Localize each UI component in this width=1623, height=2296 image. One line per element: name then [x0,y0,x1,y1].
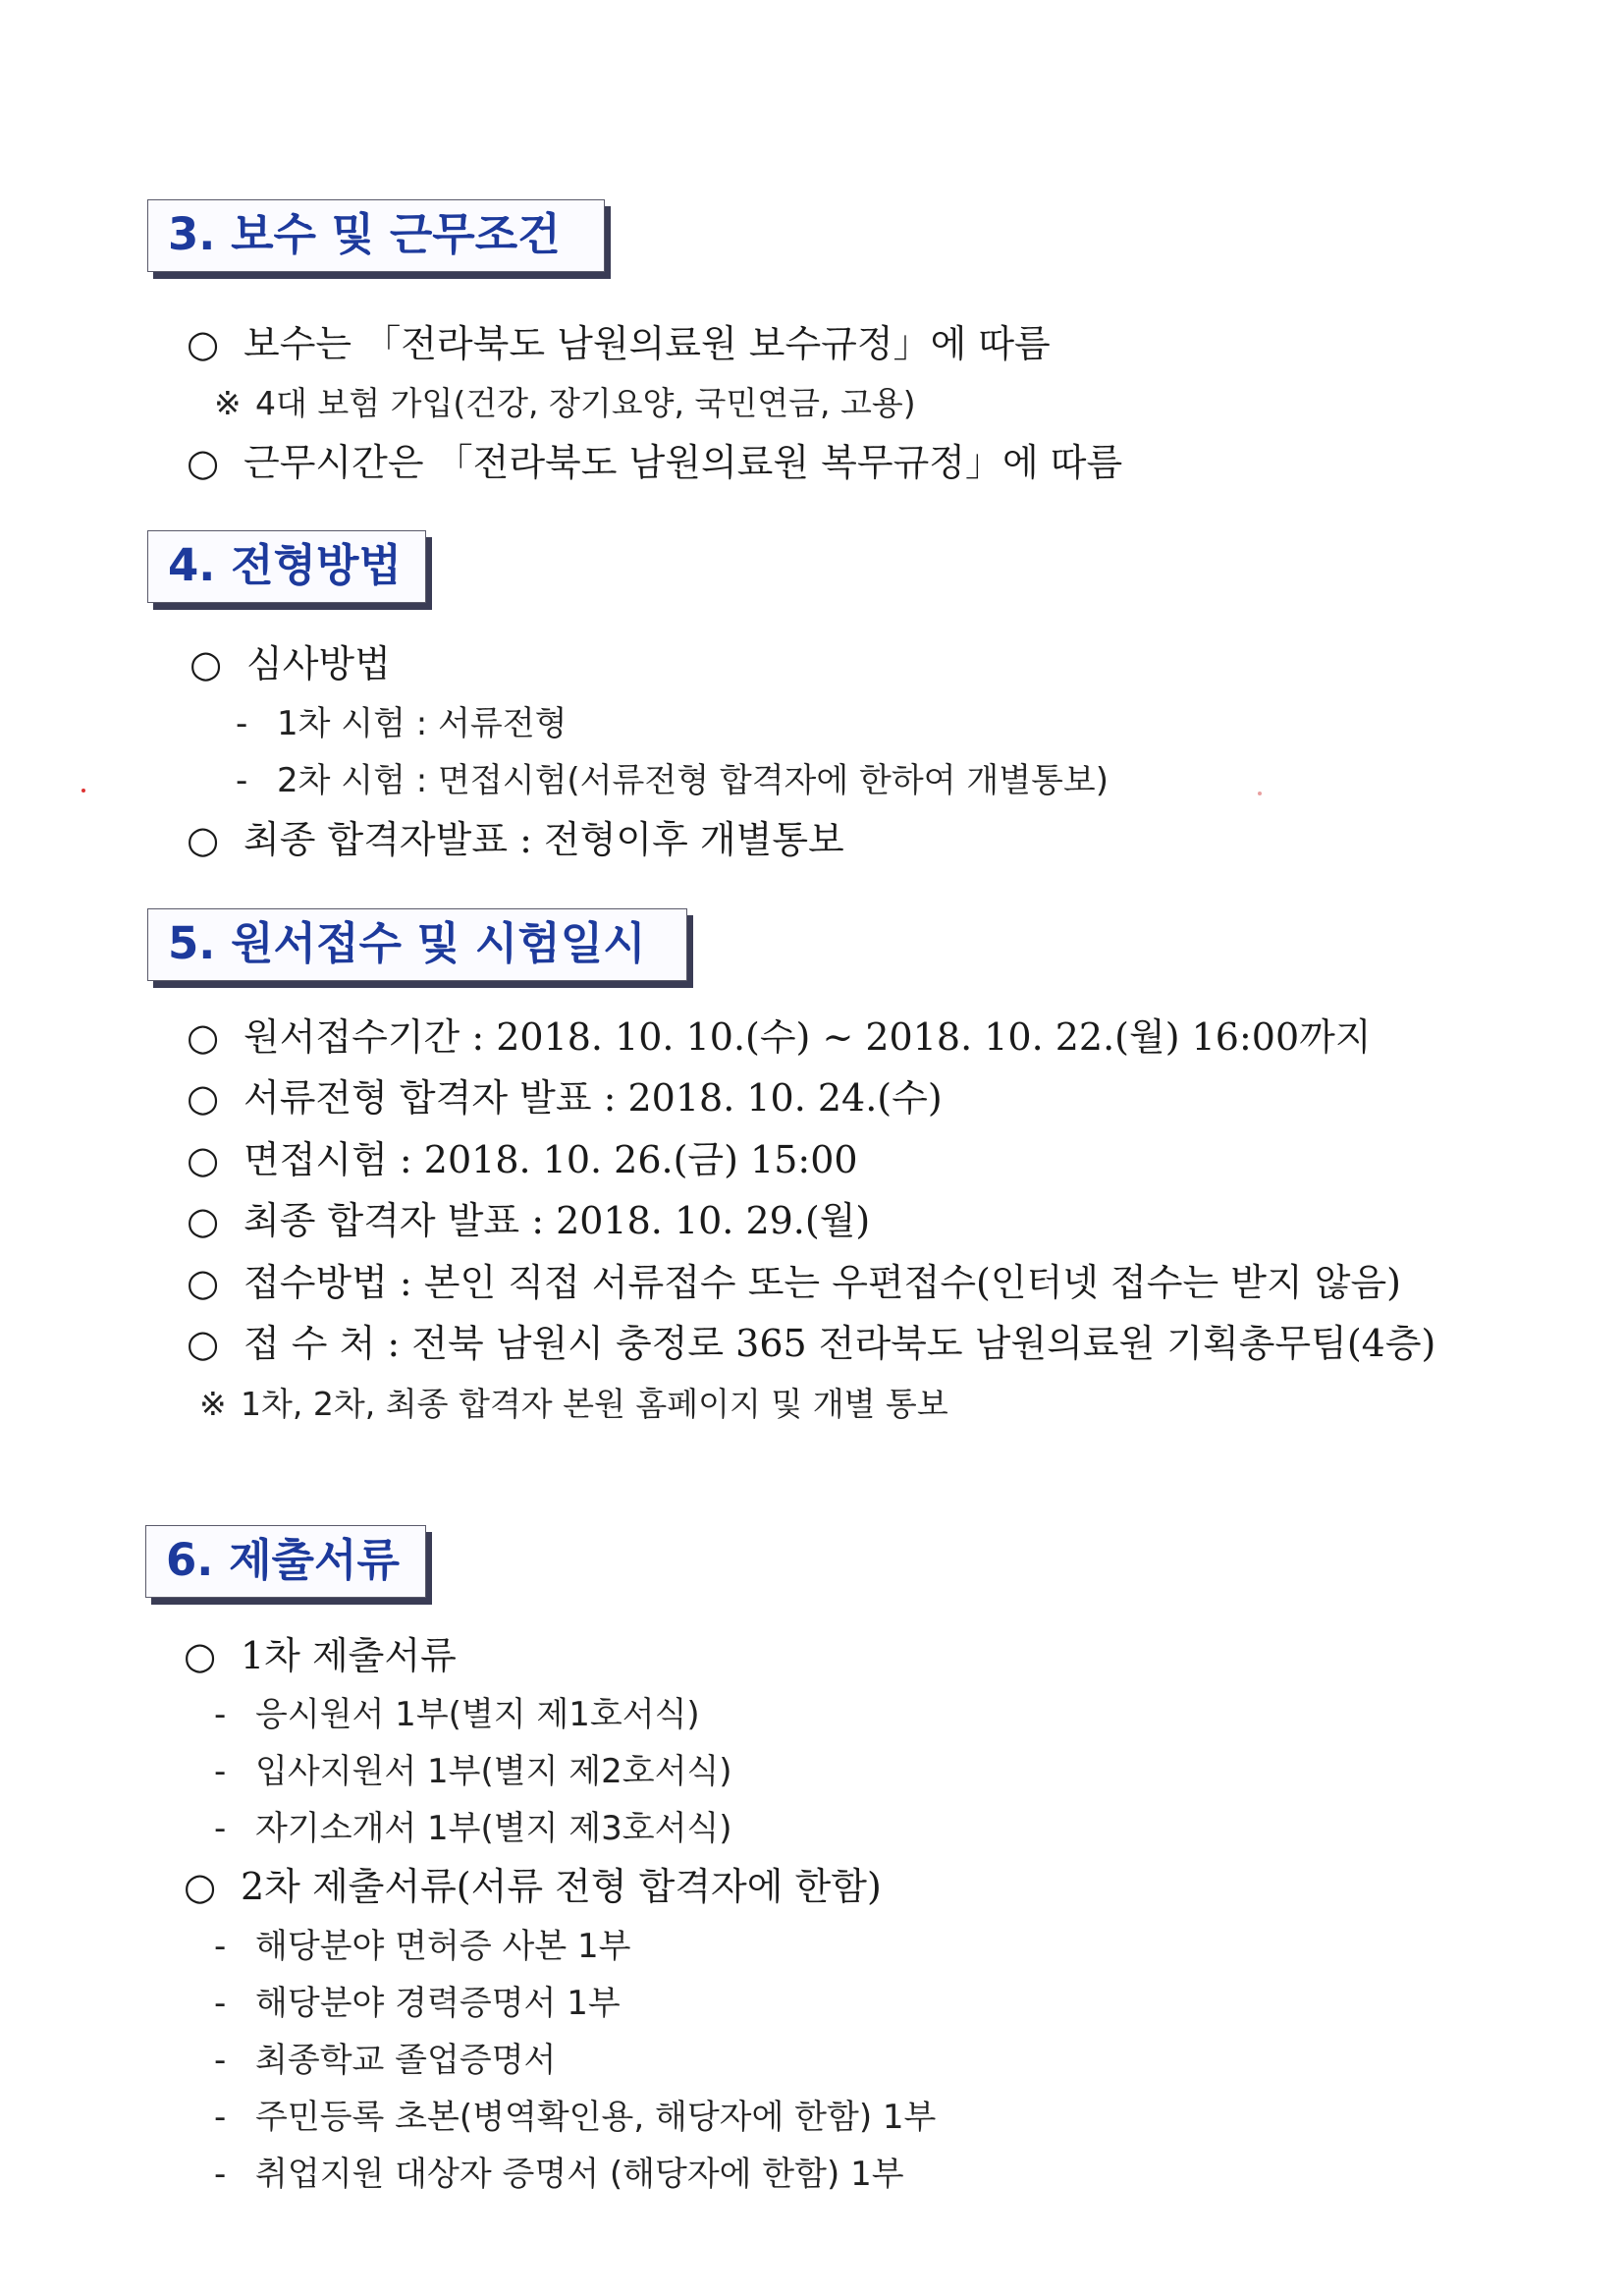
section-4-title-text: 4. 전형방법 [168,539,402,591]
sub-item: - 취업지원 대상자 증명서 (해당자에 한함) 1부 [214,2150,904,2199]
reference-mark-icon: ※ [214,384,242,422]
sub-item: - 최종학교 졸업증명서 [214,2036,556,2085]
list-item: ○ 심사방법 [189,639,391,688]
list-item: ○ 원서접수기간 : 2018. 10. 10.(수) ~ 2018. 10. 22.(월) 16:00까지 [187,1012,1372,1062]
section-3-title-text: 3. 보수 및 근무조건 [168,208,561,260]
section-5-title [147,908,687,981]
sub-item: - 입사지원서 1부(별지 제2호서식) [214,1747,732,1796]
sub-item: - 해당분야 면허증 사본 1부 [214,1922,631,1971]
dash-icon: - [236,761,248,800]
list-item: ○ 근무시간은 「전라북도 남원의료원 복무규정」에 따름 [187,438,1122,487]
circle-bullet-icon: ○ [187,1138,220,1181]
dash-icon: - [214,1695,227,1734]
scan-speck [81,789,85,793]
circle-bullet-icon: ○ [187,441,220,484]
sub-item: - 해당분야 경력증명서 1부 [214,1979,621,2028]
list-item: ○ 서류전형 합격자 발표 : 2018. 10. 24.(수) [187,1073,943,1122]
dash-icon: - [214,2041,227,2080]
list-item: ○ 1차 제출서류 [184,1631,457,1680]
dash-icon: - [214,1927,227,1966]
dash-icon: - [214,2098,227,2137]
note-line: ※ 1차, 2차, 최종 합격자 본원 홈페이지 및 개별 통보 [199,1380,948,1429]
list-item: ○ 면접시험 : 2018. 10. 26.(금) 15:00 [187,1135,858,1184]
circle-bullet-icon: ○ [187,1322,220,1365]
section-6-title [145,1525,426,1598]
sub-item: - 1차 시험 : 서류전형 [236,699,567,748]
dash-icon: - [214,2155,227,2194]
list-item: ○ 2차 제출서류(서류 전형 합격자에 한함) [184,1862,882,1911]
list-item: ○ 접 수 처 : 전북 남원시 충정로 365 전라북도 남원의료원 기획총무팀(4층) [187,1319,1435,1368]
circle-bullet-icon: ○ [189,642,223,685]
section-6-title-text: 6. 제출서류 [166,1534,400,1586]
list-item: ○ 접수방법 : 본인 직접 서류접수 또는 우편접수(인터넷 접수는 받지 않음) [187,1258,1401,1307]
dash-icon: - [214,1752,227,1791]
section-4-title [147,530,426,603]
section-5-title-text: 5. 원서접수 및 시험일시 [168,917,646,969]
list-item: ○ 보수는 「전라북도 남원의료원 보수규정」에 따름 [187,319,1051,368]
circle-bullet-icon: ○ [184,1865,217,1908]
circle-bullet-icon: ○ [187,1015,220,1059]
list-item: ○ 최종 합격자 발표 : 2018. 10. 29.(월) [187,1196,870,1245]
sub-item: - 2차 시험 : 면접시험(서류전형 합격자에 한하여 개별통보) [236,756,1109,805]
sub-item: - 응시원서 1부(별지 제1호서식) [214,1690,700,1739]
scan-speck [1258,792,1262,795]
dash-icon: - [214,1984,227,2023]
circle-bullet-icon: ○ [184,1634,217,1677]
dash-icon: - [214,1809,227,1848]
circle-bullet-icon: ○ [187,1261,220,1304]
section-3-title [147,199,605,272]
list-item: ○ 최종 합격자발표 : 전형이후 개별통보 [187,815,844,864]
circle-bullet-icon: ○ [187,322,220,365]
circle-bullet-icon: ○ [187,1199,220,1242]
sub-item: - 주민등록 초본(병역확인용, 해당자에 한함) 1부 [214,2093,936,2142]
sub-item: - 자기소개서 1부(별지 제3호서식) [214,1804,732,1853]
circle-bullet-icon: ○ [187,818,220,861]
dash-icon: - [236,704,248,743]
circle-bullet-icon: ○ [187,1076,220,1120]
reference-mark-icon: ※ [199,1385,227,1423]
note-line: ※ 4대 보험 가입(건강, 장기요양, 국민연금, 고용) [214,379,916,428]
